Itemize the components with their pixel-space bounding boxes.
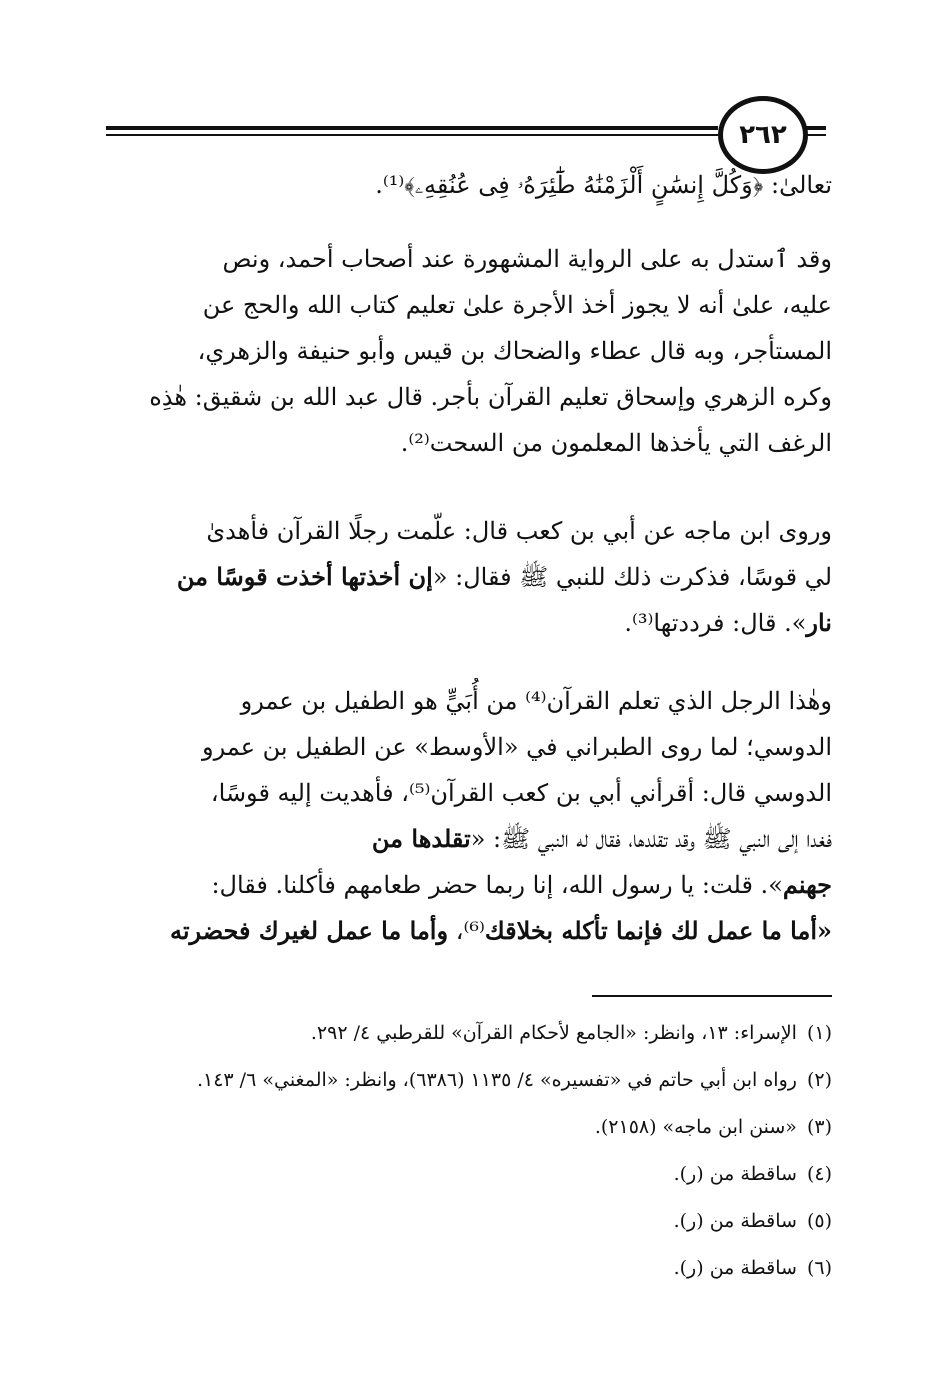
footnote-number: (٥) (806, 1210, 832, 1232)
paragraph-line: عليه، علىٰ أنه لا يجوز أخذ الأجرة علىٰ تعليم كتاب الله والحج عن (202, 291, 832, 319)
hadith-quote: أما ما عمل لك فإنما تأكله بخلاقك (484, 916, 817, 945)
hadith-quote: نار (806, 608, 832, 637)
paragraph-line (106, 554, 832, 600)
footnote-text: «سنن ابن ماجه» (٢١٥٨). (594, 1116, 797, 1138)
quote-mark: « (817, 916, 832, 945)
paragraph-line (106, 862, 832, 908)
paragraph-line (106, 908, 832, 954)
footnote-item (106, 1245, 832, 1292)
footnote-number: (٣) (806, 1116, 832, 1138)
paragraph-line: الدوسي؛ لما روى الطبراني في «الأوسط» عن الطفيل بن عمرو (201, 733, 832, 761)
paragraph-line: الرغف التي يأخذها المعلمون من السحت⁽²⁾. (400, 429, 832, 457)
footnote-number: (٢) (806, 1069, 832, 1091)
verse-line (106, 162, 832, 208)
footnote-ref: ⁽⁶⁾، (448, 917, 485, 945)
footnote-text: ساقطة من (ر). (673, 1210, 797, 1232)
paragraph-line: وكره الزهري وإسحاق تعليم القرآن بأجر. قال عبد الله بن شقيق: هٰذِه (149, 383, 832, 411)
hadith-quote: وأما ما عمل لغيرك فحضرته (169, 916, 449, 945)
paragraph-line (106, 816, 832, 862)
plain-text: لي قوسًا، فذكرت ذلك للنبي ﷺ فقال: « (432, 563, 832, 591)
footnote-item (106, 1057, 832, 1104)
plain-text: ». قلت: يا رسول الله، إنا ربما حضر طعامهم فأكلنا. فقال: (211, 871, 783, 899)
paragraph-1 (106, 236, 832, 466)
verse-text: تعالىٰ: ﴿وَكُلَّ إِنسَٰنٍ أَلْزَمْنَٰهُ طَٰٓئِرَهُۥ فِى عُنُقِهِۦ﴾⁽¹⁾. (375, 171, 832, 199)
footnote-item (106, 1198, 832, 1245)
header-rule-thick-left (106, 126, 718, 130)
footnote-item (106, 1010, 832, 1057)
hadith-quote: إن أخذتها أخذت قوسًا من (176, 562, 433, 591)
footnote-item (106, 1151, 832, 1198)
hadith-quote: تقلدها من (371, 824, 471, 853)
paragraph-line: المستأجر، وبه قال عطاء والضحاك بن قيس وأبو حنيفة والزهري، (197, 337, 832, 365)
paragraph-line: وهٰذا الرجل الذي تعلم القرآن⁽⁴⁾ من أُبَيٍّ هو الطفيل بن عمرو (240, 687, 832, 715)
plain-text: فغدا إلى النبي ﷺ وقد تقلدها، فقال له النبي ﷺ: « (470, 825, 832, 853)
footnote-text: رواه ابن أبي حاتم في «تفسيره» ٤/ ١١٣٥ (٦٣٨٦)، وانظر: «المغني» ٦/ ١٤٣. (196, 1069, 797, 1091)
footnote-text: الإسراء: ١٣، وانظر: «الجامع لأحكام القرآن» للقرطبي ٤/ ٢٩٢. (310, 1022, 797, 1044)
hadith-quote: جهنم (782, 870, 832, 899)
footnote-text: ساقطة من (ر). (673, 1163, 797, 1185)
paragraph-3 (106, 678, 832, 954)
footnote-item (106, 1104, 832, 1151)
header-rule-thin-left (106, 134, 718, 136)
plain-text: ». قال: فرددتها⁽³⁾. (624, 609, 807, 637)
paragraph-line (106, 600, 832, 646)
paragraph-line: الدوسي قال: أقرأني أبي بن كعب القرآن⁽⁵⁾، فأهديت إليه قوسًا، (210, 779, 832, 807)
paragraph-2 (106, 508, 832, 646)
paragraph-line: وروى ابن ماجه عن أبي بن كعب قال: علّمت رجلًا القرآن فأهدىٰ (206, 517, 832, 545)
paragraph-line: وقد ٱستدل به على الرواية المشهورة عند أصحاب أحمد، ونص (222, 245, 832, 273)
footnote-text: ساقطة من (ر). (673, 1257, 797, 1279)
footnote-separator (592, 995, 832, 997)
footnote-number: (٦) (806, 1257, 832, 1279)
footnote-number: (١) (806, 1022, 832, 1044)
footnote-number: (٤) (806, 1163, 832, 1185)
page-number-text: ٢٦٢ (739, 120, 787, 150)
footnotes (106, 1010, 832, 1292)
